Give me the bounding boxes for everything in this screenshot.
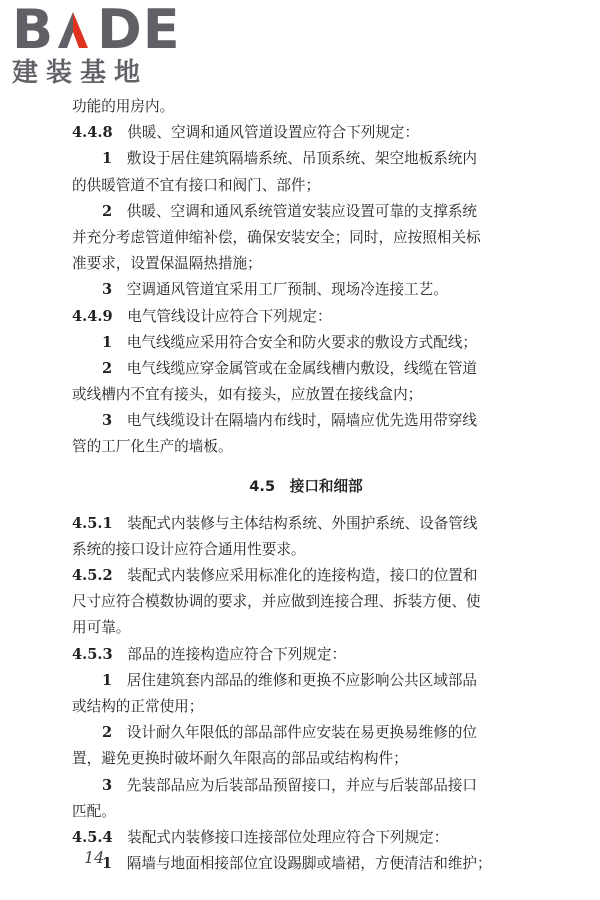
line-text: 电气线缆应穿金属管或在金属线槽内敷设，线缆在管道 xyxy=(126,359,478,377)
text-line xyxy=(72,330,540,356)
line-text: 设计耐久年限低的部品部件应安装在易更换易维修的位 xyxy=(126,724,478,742)
text-line xyxy=(72,537,540,563)
clause-number: 2 xyxy=(102,202,113,220)
line-text: 装配式内装修接口连接部位处理应符合下列规定： xyxy=(127,828,449,846)
line-text: 先装部品应为后装部品预留接口，并应与后装部品接口 xyxy=(126,776,478,794)
text-line xyxy=(72,225,540,251)
text-line xyxy=(72,511,540,537)
clause-number: 4.5.3 xyxy=(72,645,113,663)
text-line xyxy=(72,825,540,851)
line-text: 系统的接口设计应符合通用性要求。 xyxy=(72,540,306,558)
section-title: 4.5 接口和细部 xyxy=(249,477,363,495)
text-line xyxy=(72,615,540,641)
text-line xyxy=(72,720,540,746)
clause-number: 4.5.2 xyxy=(72,567,113,584)
line-text: 功能的用房内。 xyxy=(72,98,175,115)
text-line xyxy=(72,773,540,799)
line-text: 置，避免更换时破坏耐久年限高的部品或结构构件； xyxy=(72,750,408,768)
clause-number: 1 xyxy=(102,855,113,873)
clause-number: 3 xyxy=(102,281,113,299)
line-text: 装配式内装修与主体结构系统、外围护系统、设备管线 xyxy=(127,514,478,532)
line-text: 装配式内装修应采用标准化的连接构造，接口的位置和 xyxy=(127,567,478,584)
line-text: 电气线缆设计在隔墙内布线时，隔墙应优先选用带穿线 xyxy=(126,412,478,430)
line-text: 管的工厂化生产的墙板。 xyxy=(72,438,233,456)
line-text: 部品的连接构造应符合下列规定： xyxy=(127,645,347,663)
text-line xyxy=(72,382,540,408)
logo-letters-de: DE xyxy=(96,0,181,61)
clause-number: 1 xyxy=(102,671,113,689)
clause-number: 2 xyxy=(102,359,113,377)
clause-number: 4.4.9 xyxy=(72,307,113,325)
line-text: 居住建筑套内部品的维修和更换不应影响公共区域部品 xyxy=(126,671,478,689)
text-line xyxy=(72,94,540,120)
text-line xyxy=(72,408,540,434)
bade-logo xyxy=(12,0,182,88)
text-line xyxy=(72,434,540,460)
page-number: 14 xyxy=(84,848,105,867)
document-body xyxy=(72,94,540,877)
line-text: 匹配。 xyxy=(72,802,116,820)
clause-number: 4.5.1 xyxy=(72,514,113,532)
section-4-5 xyxy=(72,511,540,878)
text-line xyxy=(72,356,540,382)
text-line xyxy=(72,277,540,303)
text-line xyxy=(72,668,540,694)
line-text: 或线槽内不宜有接头，如有接头，应放置在接线盒内； xyxy=(72,386,423,404)
logo-letter-b: B xyxy=(12,0,55,61)
line-text: 准要求，设置保温隔热措施； xyxy=(72,255,262,273)
clause-number: 1 xyxy=(102,333,113,351)
line-text: 的供暖管道不宜有接口和阀门、部件； xyxy=(72,176,321,194)
text-line xyxy=(72,304,540,330)
line-text: 或结构的正常使用； xyxy=(72,697,204,715)
text-line xyxy=(72,589,540,615)
section-4-4-continued xyxy=(72,94,540,461)
text-line xyxy=(72,746,540,772)
text-line xyxy=(72,799,540,825)
logo-subtitle: 建装基地 xyxy=(12,58,149,88)
text-line xyxy=(72,642,540,668)
line-text: 隔墙与地面相接部位宜设踢脚或墙裙，方便清洁和维护； xyxy=(126,855,492,873)
line-text: 敷设于居住建筑隔墙系统、吊顶系统、架空地板系统内 xyxy=(126,150,478,168)
logo-wordmark xyxy=(12,0,182,61)
line-text: 供暖、空调和通风管道设置应符合下列规定： xyxy=(127,124,420,142)
text-line xyxy=(72,120,540,146)
line-text: 空调通风管道宜采用工厂预制、现场冷连接工艺。 xyxy=(126,281,448,299)
clause-number: 1 xyxy=(102,150,113,168)
line-text: 用可靠。 xyxy=(72,619,131,637)
clause-number: 3 xyxy=(102,412,113,430)
line-text: 电气管线设计应符合下列规定： xyxy=(127,307,332,325)
text-line xyxy=(72,173,540,199)
logo-a-mark-icon xyxy=(56,10,90,50)
logo-letter-a xyxy=(54,4,97,56)
text-line xyxy=(72,199,540,225)
text-line xyxy=(72,563,540,589)
clause-number: 4.5.4 xyxy=(72,828,113,846)
line-text: 尺寸应符合模数协调的要求，并应做到连接合理、拆装方便、使 xyxy=(72,593,481,611)
clause-number: 2 xyxy=(102,724,113,742)
text-line xyxy=(72,851,540,877)
line-text: 供暖、空调和通风系统管道安装应设置可靠的支撑系统 xyxy=(126,202,478,220)
text-line xyxy=(72,146,540,172)
clause-number: 4.4.8 xyxy=(72,124,113,142)
line-text: 并充分考虑管道伸缩补偿，确保安装安全；同时，应按照相关标 xyxy=(72,228,481,246)
clause-number: 3 xyxy=(102,776,113,794)
text-line xyxy=(72,694,540,720)
line-text: 电气线缆应采用符合安全和防火要求的敷设方式配线； xyxy=(126,333,478,351)
text-line xyxy=(72,251,540,277)
